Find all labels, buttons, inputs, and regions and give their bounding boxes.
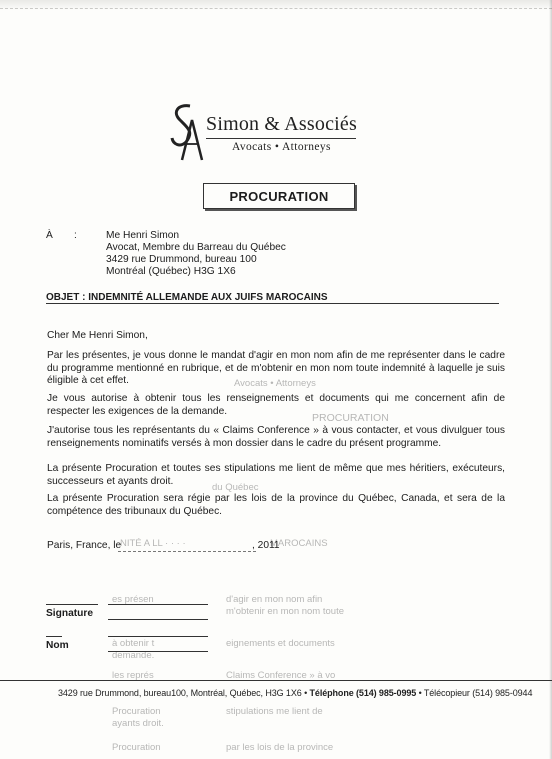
objet-heading: OBJET : INDEMNITÉ ALLEMANDE AUX JUIFS MAROCAINS xyxy=(46,292,328,303)
bleed-through-mark: stipulations me lient de xyxy=(226,706,323,717)
bleed-through-mark: Claims Conference » à vo xyxy=(226,670,336,681)
nom-rule-right xyxy=(108,636,208,637)
document-title-box xyxy=(203,183,355,209)
bleed-through-mark: m'obtenir en mon nom toute xyxy=(226,606,344,617)
bleed-through-mark: eignements et documents xyxy=(226,638,335,649)
footer-phone: Téléphone (514) 985-0995 xyxy=(309,688,417,698)
recipient-address-line1: 3429 rue Drummond, bureau 100 xyxy=(106,254,257,265)
recipient-colon: : xyxy=(74,230,77,241)
recipient-address-line2: Montréal (Québec) H3G 1X6 xyxy=(106,266,236,277)
footer-fax: Télécopieur (514) 985-0944 xyxy=(423,688,533,698)
salutation: Cher Me Henri Simon, xyxy=(47,330,148,341)
footer-bullet: • xyxy=(304,688,310,698)
footer-address: 3429 rue Drummond, bureau100, Montréal, Québec, H3G 1X6 xyxy=(58,688,302,698)
bleed-through-mark: par les lois de la province xyxy=(226,742,334,753)
objet-underline xyxy=(46,303,499,304)
firm-name-rule xyxy=(206,138,356,139)
paragraph-mandate: Par les présentes, je vous donne le mandat d'agir en mon nom afin de me représenter dans le cadre du programme mentionné en rubrique, et de m'obtenir en mon nom toute indemnité à laquelle je suis éligible à cet effet. xyxy=(47,350,505,387)
bleed-through-mark: es présen xyxy=(112,594,154,605)
paragraph-jurisdiction: La présente Procuration sera régie par les lois de la province du Québec, Canada, et sera de la compétence des tribunaux du Québec. xyxy=(47,493,505,517)
footer-rule xyxy=(0,680,552,681)
firm-monogram-logo xyxy=(168,102,208,164)
paragraph-heirs: La présente Procuration et toutes ses stipulations me lient de même que mes héritiers, exécuteurs, successeurs et ayants droit. xyxy=(47,463,505,487)
bleed-through-mark: d'agir en mon nom afin xyxy=(226,594,323,605)
date-suffix: , 2011 xyxy=(252,540,280,551)
bleed-through-mark: MAROCAINS xyxy=(270,538,328,549)
bleed-through-mark: Avocats • Attorneys xyxy=(234,378,316,389)
bleed-through-mark: à obtenir t xyxy=(112,638,155,649)
nom-rule-left xyxy=(46,636,62,637)
bleed-through-mark: PROCURATION xyxy=(312,412,389,424)
footer xyxy=(58,688,532,698)
firm-name: Simon & Associés xyxy=(206,113,357,135)
document-title: PROCURATION xyxy=(229,188,329,204)
recipient-role: Avocat, Membre du Barreau du Québec xyxy=(106,242,286,253)
bleed-through-mark: NITÉ A LL · · · · xyxy=(120,538,186,549)
signature-label: Signature xyxy=(46,608,93,619)
bleed-through-mark: les représ xyxy=(112,670,154,681)
signature-line xyxy=(108,619,208,620)
paragraph-authorization: Je vous autorise à obtenir tous les renseignements et documents qui me concernent afin de respecter les exigences de la demande. xyxy=(47,393,505,417)
recipient-name: Me Henri Simon xyxy=(106,230,180,241)
bleed-through-mark: Procuration xyxy=(112,742,161,753)
paragraph-claims-conference: J'autorise tous les représentants du « Claims Conference » à vous contacter, et vous divulguer tous renseignements nominatifs versés à mon dossier dans le cadre du présent programme. xyxy=(47,425,505,449)
bleed-through-mark: du Québec xyxy=(212,482,259,493)
nom-label: Nom xyxy=(46,640,69,651)
bleed-through-mark: ayants droit. xyxy=(112,718,164,729)
footer-bullet: • xyxy=(418,688,424,698)
recipient-label: À xyxy=(46,230,53,241)
signature-rule-left xyxy=(46,604,98,605)
scan-perforation xyxy=(0,8,552,9)
date-prefix: Paris, France, le xyxy=(47,540,122,551)
bleed-through-mark: Procuration xyxy=(112,706,161,717)
date-field-line xyxy=(118,551,256,552)
bleed-through-mark: demande. xyxy=(112,650,155,661)
firm-subtitle: Avocats • Attorneys xyxy=(232,141,331,153)
